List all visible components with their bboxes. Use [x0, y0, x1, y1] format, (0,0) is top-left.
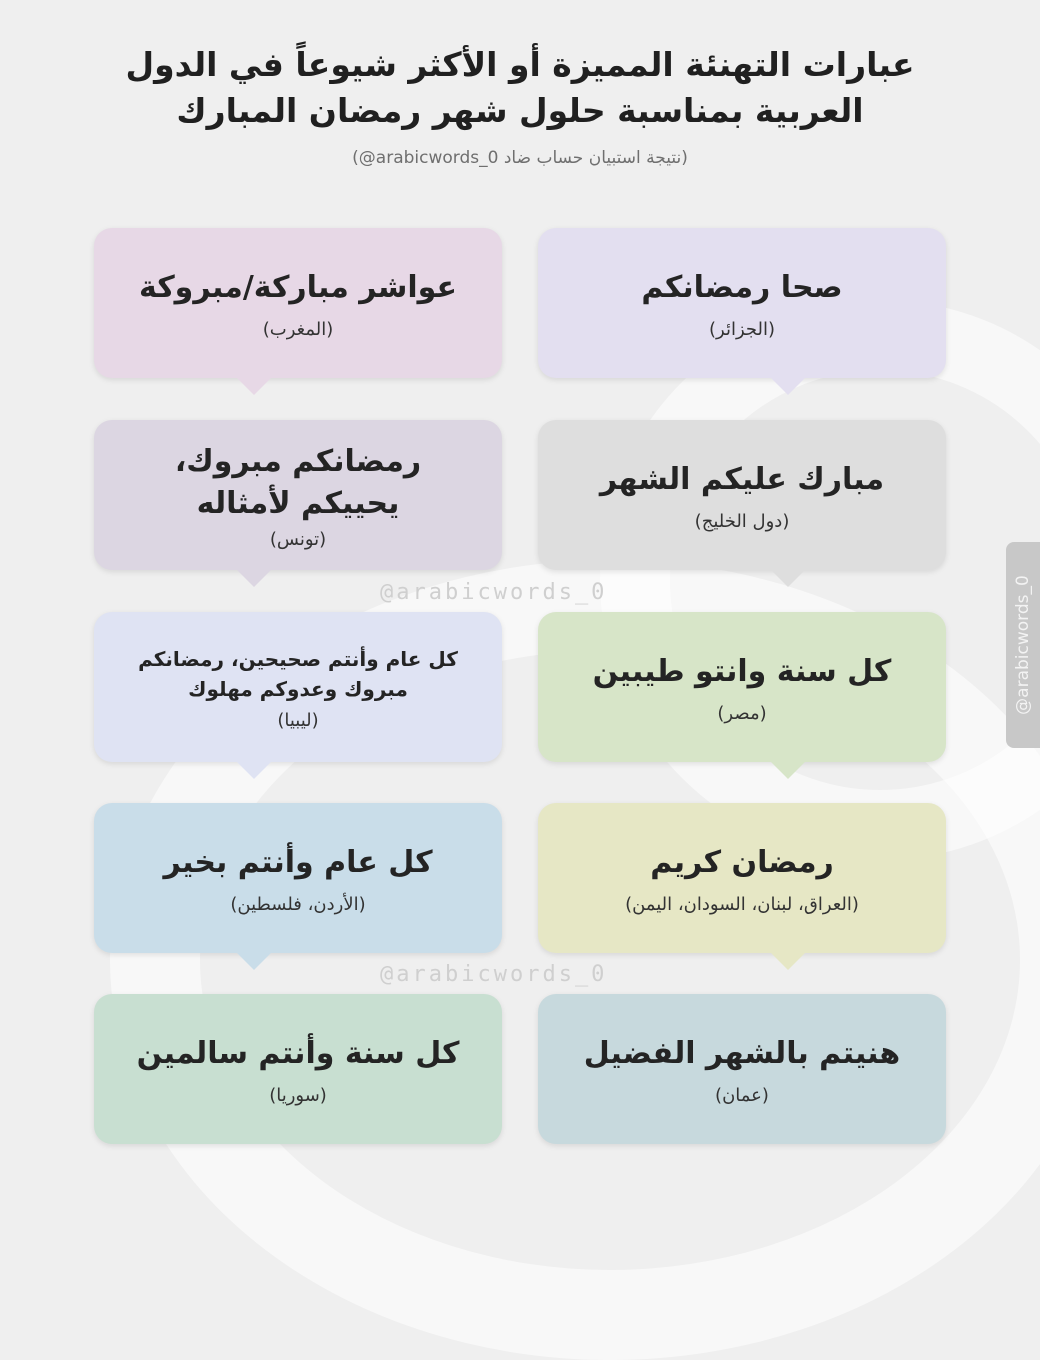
- greeting-phrase: عواشر مباركة/مبروكة: [139, 269, 457, 305]
- greeting-card-iraq-lebanon-sudan-yemen: [538, 803, 946, 953]
- greeting-country: (سوريا): [269, 1084, 327, 1106]
- greeting-card-egypt: [538, 612, 946, 762]
- watermark: @arabicwords_0: [380, 580, 608, 605]
- greeting-country: (ليبيا): [277, 709, 319, 731]
- greeting-card-libya: [94, 612, 502, 762]
- greeting-country: (تونس): [269, 528, 327, 550]
- greeting-country: (الجزائر): [708, 318, 776, 340]
- greeting-country: (المغرب): [262, 318, 334, 340]
- page-subtitle: (نتيجة استبيان حساب ضاد arabicwords_0@): [352, 148, 688, 168]
- greeting-country: (العراق، لبنان، السودان، اليمن): [625, 893, 859, 915]
- greeting-phrase: رمضان كريم: [650, 844, 834, 880]
- page-title: عبارات التهنئة المميزة أو الأكثر شيوعاً في الدول العربية بمناسبة حلول شهر رمضان المبارك: [125, 45, 915, 130]
- greeting-card-syria: [94, 994, 502, 1144]
- greeting-phrase: كل سنة وانتو طيبين: [592, 653, 892, 689]
- side-watermark-tab: [1006, 542, 1040, 748]
- greeting-country: (دول الخليج): [694, 510, 790, 532]
- greeting-phrase: صحا رمضانكم: [641, 269, 843, 305]
- greeting-card-jordan-palestine: [94, 803, 502, 953]
- greeting-phrase: كل عام وأنتم صحيحين، رمضانكم مبروك وعدوكم مهلوك: [138, 646, 458, 701]
- greeting-card-tunisia: [94, 420, 502, 570]
- greeting-phrase: كل سنة وأنتم سالمين: [136, 1035, 460, 1071]
- greeting-card-algeria: [538, 228, 946, 378]
- greeting-phrase: رمضانكم مبروك، يحييكم لأمثاله: [174, 443, 422, 521]
- greeting-phrase: كل عام وأنتم بخير: [163, 844, 433, 880]
- greeting-phrase: هنيتم بالشهر الفضيل: [583, 1035, 901, 1071]
- greeting-country: (عمان): [715, 1084, 769, 1106]
- watermark: @arabicwords_0: [380, 962, 608, 987]
- side-watermark-text: @arabicwords_0: [1013, 575, 1033, 715]
- greeting-country: (مصر): [717, 702, 767, 724]
- greeting-card-oman: [538, 994, 946, 1144]
- greeting-card-morocco: [94, 228, 502, 378]
- greeting-phrase: مبارك عليكم الشهر: [599, 461, 885, 497]
- greeting-country: (الأردن، فلسطين): [230, 893, 366, 915]
- greeting-card-gulf: [538, 420, 946, 570]
